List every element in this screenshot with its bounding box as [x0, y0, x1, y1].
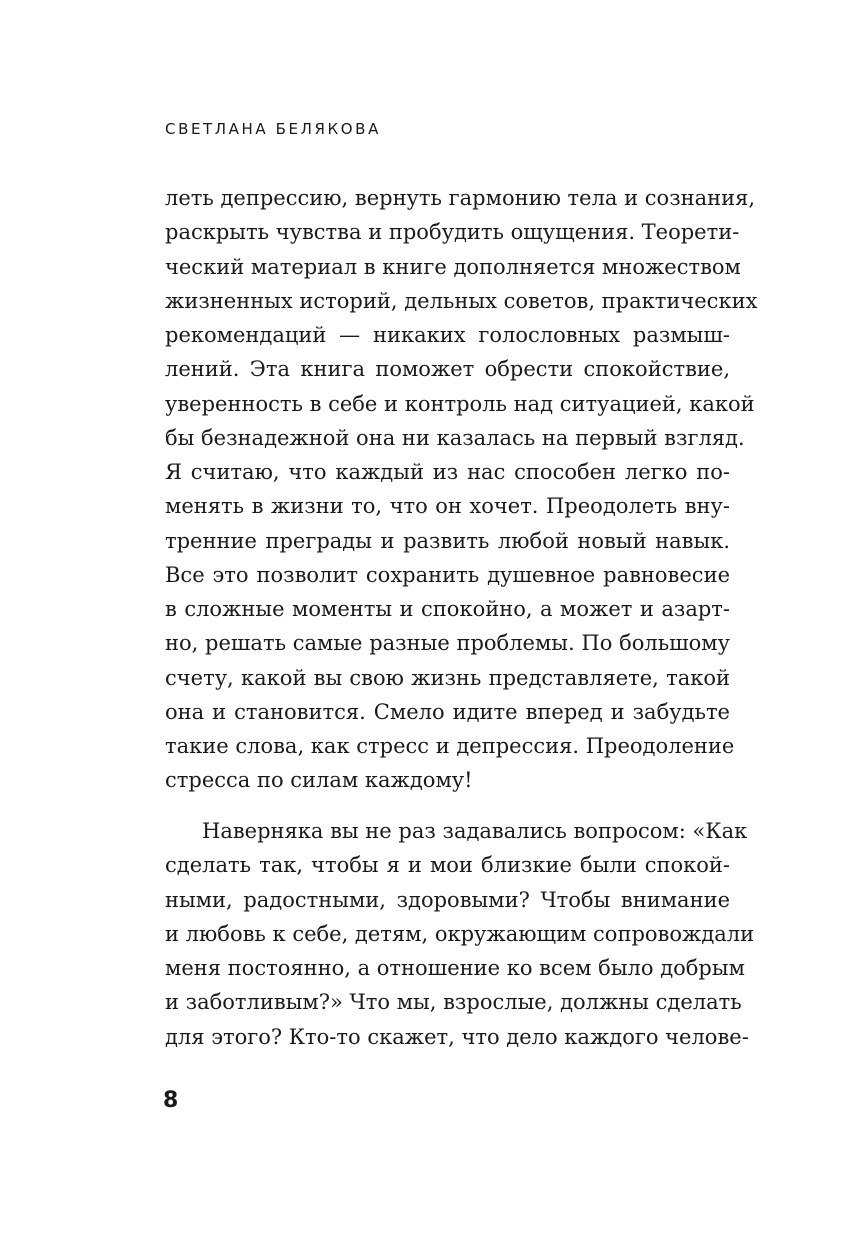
text-line: Наверняка вы не раз задавались вопросом: «Как [202, 819, 748, 843]
text-line: лений. Эта книга поможет обрести спокойствие, [165, 357, 730, 382]
paragraph-1 [165, 181, 758, 798]
text-line: для этого? Кто-то скажет, что дело каждого челове- [165, 1024, 749, 1049]
text-line: такие слова, как стресс и депрессия. Преодоление [165, 734, 735, 758]
text-line: в сложные моменты и спокойно, а может и азарт- [165, 597, 730, 621]
text-line: ческий материал в книге дополняется множеством [165, 254, 741, 279]
page-number: 8 [163, 1088, 179, 1113]
text-line: стресса по силам каждому! [165, 768, 473, 793]
text-line: жизненных историй, дельных советов, практических [165, 288, 758, 313]
text-line: счету, какой вы свою жизнь представляете, такой [165, 665, 730, 690]
text-line: тренние преграды и развить любой новый навык. [165, 528, 730, 553]
text-line: рекомендаций — никаких голословных размыш- [165, 323, 730, 347]
text-line: Я считаю, что каждый из нас способен легко по- [165, 460, 730, 484]
text-line: бы безнадежной она ни казалась на первый взгляд. [165, 425, 745, 450]
running-head: СВЕТЛАНА БЕЛЯКОВА [165, 120, 381, 138]
text-line: уверенность в себе и контроль над ситуацией, какой [165, 391, 755, 416]
text-line: и заботливым?» Что мы, взрослые, должны сделать [165, 990, 742, 1015]
text-line: сделать так, чтобы я и мои близкие были спокой- [165, 853, 730, 878]
text-line: леть депрессию, вернуть гармонию тела и сознания, [165, 186, 756, 210]
text-line: и любовь к себе, детям, окружающим сопровождали [165, 921, 755, 946]
paragraph-2 [165, 814, 755, 1054]
text-line: ными, радостными, здоровыми? Чтобы внимание [165, 887, 730, 912]
text-line: она и становится. Смело идите вперед и забудьте [165, 699, 730, 724]
text-line: но, решать самые разные проблемы. По большому [165, 631, 730, 656]
text-line: раскрыть чувства и пробудить ощущения. Теорети- [165, 220, 740, 245]
text-line: менять в жизни то, что он хочет. Преодолеть вну- [165, 494, 730, 519]
text-line: Все это позволит сохранить душевное равновесие [165, 562, 730, 587]
text-line: меня постоянно, а отношение ко всем было добрым [165, 956, 745, 980]
